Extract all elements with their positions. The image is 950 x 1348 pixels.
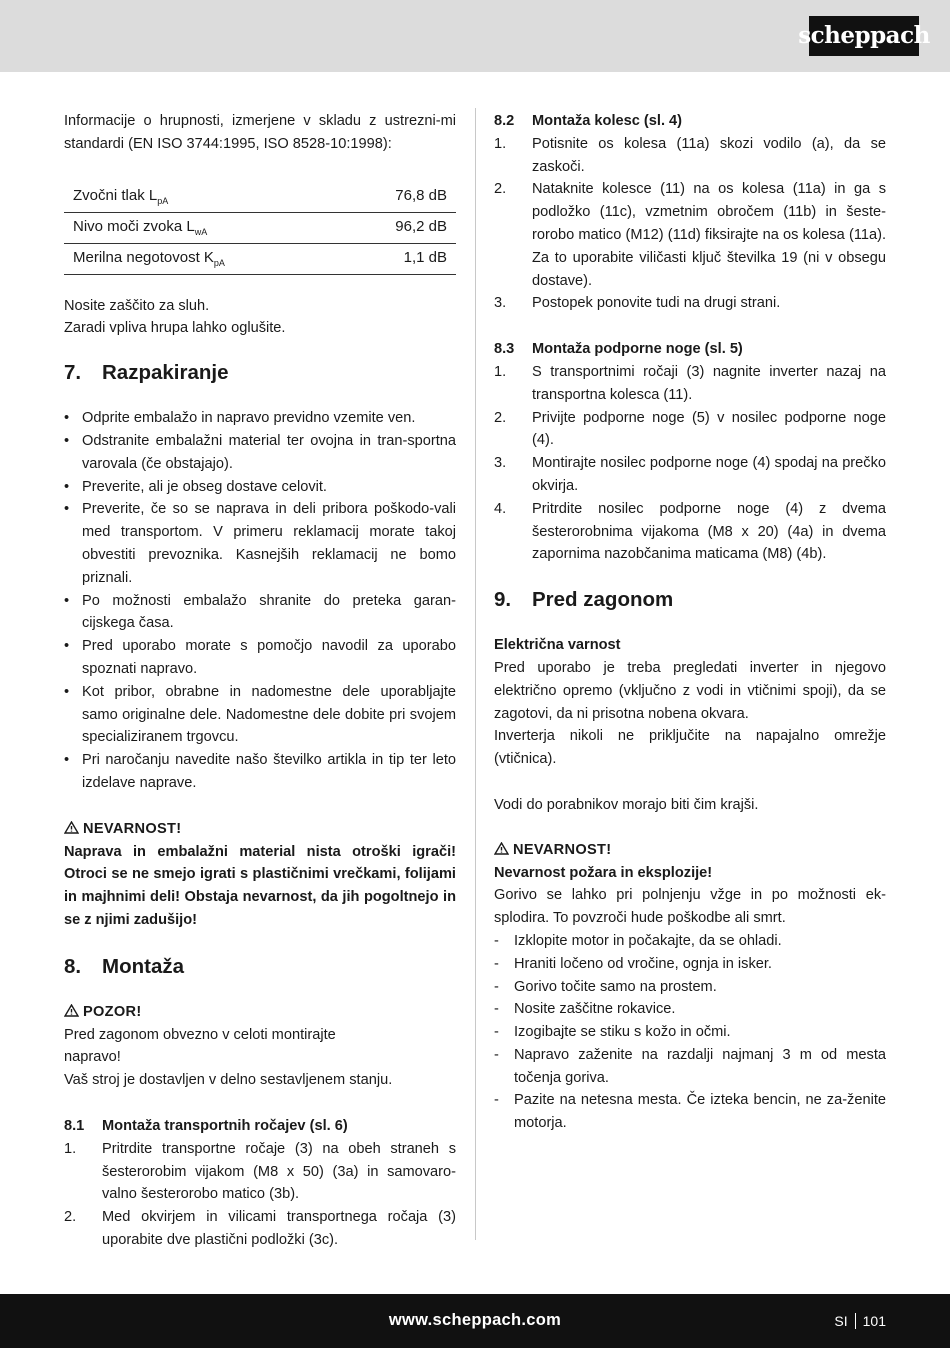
list-item: • Kot pribor, obrabne in nadomestne dele uporabljajte samo originalne dele. Nadomestne dele dobite pri svojem specializiranem trgovcu. <box>64 683 456 746</box>
section-8-heading: 8. Montaža <box>64 954 184 978</box>
electrical-safety-title: Električna varnost <box>494 637 621 654</box>
list-item: • Po možnosti embalažo shranite do preteka garan-cijskega časa. <box>64 592 456 632</box>
list-item: 2. Med okvirjem in vilicami transportnega ročaja (3) uporabite dve plastični podložki (3c). <box>64 1209 456 1248</box>
table-row <box>64 243 456 274</box>
list-item: • Pri naročanju navedite našo številko artikla in tip ter leto izdelave naprave. <box>64 752 456 791</box>
section-9-heading: 9. Pred zagonom <box>494 588 674 612</box>
section-8-1-steps <box>64 1138 456 1252</box>
page-number-value: 101 <box>862 1313 886 1329</box>
noise-value: 96,2 dB <box>349 212 456 243</box>
noise-table <box>64 182 456 275</box>
list-item: 3. Postopek ponovite tudi na drugi strani. <box>494 295 781 312</box>
list-item: - Gorivo točite samo na prostem. <box>494 978 717 995</box>
hearing-note: Zaradi vpliva hrupa lahko oglušite. <box>64 320 286 337</box>
section-8-1-heading: 8.1 Montaža transportnih ročajev (sl. 6) <box>64 1117 348 1134</box>
list-item: 1. Pritrdite transportne ročaje (3) na obeh straneh s šesterorobim vijakom (M8 x 50) (3a) in samovaro-valno šesterorobo matico (3b). <box>64 1140 456 1203</box>
electrical-safety-text: Pred uporabo je treba pregledati inverter in njegovo električno opremo (vključno z vodi in vtičnimi spoji), da se zagotovi, da ni prisotna nobena okvara. <box>494 659 886 722</box>
scheppach-logo: scheppach <box>809 16 919 56</box>
noise-intro: Informacije o hrupnosti, izmerjene v skladu z ustrezni-mi standardi (EN ISO 3744:1995, ISO 8528-10:1998): <box>64 113 456 152</box>
page-header <box>0 0 950 72</box>
noise-value: 1,1 dB <box>349 243 456 274</box>
warning-triangle-icon <box>494 842 509 855</box>
table-row <box>64 212 456 243</box>
danger-warning-text: Gorivo se lahko pri polnjenju vžge in po možnosti ek-splodira. To povzroči hude poškodbe ali smrt. <box>494 887 886 927</box>
electrical-safety-text: Inverterja nikoli ne priključite na napajalno omrežje (vtičnica). <box>494 728 886 768</box>
caution-label: POZOR! <box>64 1001 456 1024</box>
section-7-heading: 7. Razpakiranje <box>64 361 229 385</box>
page-separator <box>855 1313 856 1329</box>
section-8-3-heading: 8.3 Montaža podporne noge (sl. 5) <box>494 341 743 358</box>
list-item: 2. Nataknite kolesce (11) na os kolesa (11a) in ga s podložko (11c), vzmetnim obročem (11b) in šeste-rorobo matico (M12) (11d) fiksirajte na os kolesa (11a). Za to uporabite viličasti ključ številka 19 (ni v obsegu dostave). <box>494 181 886 289</box>
list-item: - Izogibajte se stiku s kožo in očmi. <box>494 1024 731 1041</box>
fuel-safety-list <box>494 930 886 1135</box>
page-number <box>834 1310 886 1333</box>
caution-text: napravo! <box>64 1049 121 1066</box>
noise-label: Nivo moči zvoka $L_{wA}$ <box>64 212 349 243</box>
table-row <box>64 182 456 213</box>
list-item: - Hraniti ločeno od vročine, ognja in isker. <box>494 955 772 972</box>
danger-warning-label: NEVARNOST! <box>64 818 456 841</box>
list-item: • Odprite embalažo in napravo previdno vzemite ven. <box>64 410 416 427</box>
warning-triangle-icon <box>64 821 79 834</box>
page-footer <box>0 1294 950 1348</box>
list-item: - Nosite zaščitne rokavice. <box>494 1001 676 1018</box>
list-item: • Odstranite embalažni material ter ovojna in tran-sportna varovala (če obstajajo). <box>64 432 456 472</box>
list-item: • Pred uporabo morate s pomočjo navodil za uporabo spoznati napravo. <box>64 638 456 677</box>
list-item: 1. S transportnimi ročaji (3) nagnite inverter nazaj na transportna kolesca (11). <box>494 363 886 403</box>
right-column <box>494 110 886 1135</box>
website-link[interactable]: www.scheppach.com <box>388 1311 562 1329</box>
section-8-2-steps <box>494 133 886 315</box>
column-divider <box>475 108 476 1240</box>
language-code: SI <box>834 1313 848 1329</box>
list-item: 3. Montirajte nosilec podporne noge (4) spodaj na prečko okvirja. <box>494 455 886 494</box>
list-item: • Preverite, ali je obseg dostave celovit. <box>64 478 327 495</box>
list-item: - Napravo zaženite na razdalji najmanj 3 m od mesta točenja goriva. <box>494 1046 886 1086</box>
warning-triangle-icon <box>64 1004 79 1017</box>
section-8-3-steps <box>494 361 886 566</box>
noise-value: 76,8 dB <box>349 182 456 213</box>
list-item: - Izklopite motor in počakajte, da se ohladi. <box>494 932 782 949</box>
list-item: • Preverite, če so se naprava in deli pribora poškodo-vali med transportom. V primeru reklamacij morate takoj obvestiti prevoznika. Kasnejših reklamacij ne bomo priznali. <box>64 501 456 586</box>
danger-warning-text: Naprava in embalažni material nista otroški igrači! Otroci se ne smejo igrati s plastičnimi vrečkami, folijami in majhnimi deli! Obstaja nevarnost, da jih pogoltnejo in se z njimi zadušijo! <box>64 843 456 928</box>
cables-note: Vodi do porabnikov morajo biti čim krajši. <box>494 796 759 813</box>
caution-text: Vaš stroj je dostavljen v delno sestavljenem stanju. <box>64 1072 393 1089</box>
left-column <box>64 110 456 1252</box>
unpack-list <box>64 407 456 795</box>
section-8-2-heading: 8.2 Montaža kolesc (sl. 4) <box>494 113 683 129</box>
list-item: - Pazite na netesna mesta. Če izteka bencin, ne za-ženite motorja. <box>494 1092 886 1132</box>
noise-label: Merilna negotovost $K_{pA}$ <box>64 243 349 274</box>
list-item: 1. Potisnite os kolesa (11a) skozi vodilo (a), da se zaskoči. <box>494 135 886 175</box>
danger-warning-subtitle: Nevarnost požara in eksplozije! <box>494 864 713 881</box>
noise-label: Zvočni tlak $L_{pA}$ <box>64 182 349 213</box>
danger-warning-label: NEVARNOST! <box>494 839 886 862</box>
list-item: 4. Pritrdite nosilec podporne noge (4) z dvema šesterorobnima vijakoma (M8 x 20) (4a) in dvema zapornima nazobčanima maticama (M8) (4b). <box>494 500 886 563</box>
list-item: 2. Privijte podporne noge (5) v nosilec podporne noge (4). <box>494 409 886 449</box>
hearing-note: Nosite zaščito za sluh. <box>64 297 210 314</box>
caution-text: Pred zagonom obvezno v celoti montirajte <box>64 1026 336 1043</box>
